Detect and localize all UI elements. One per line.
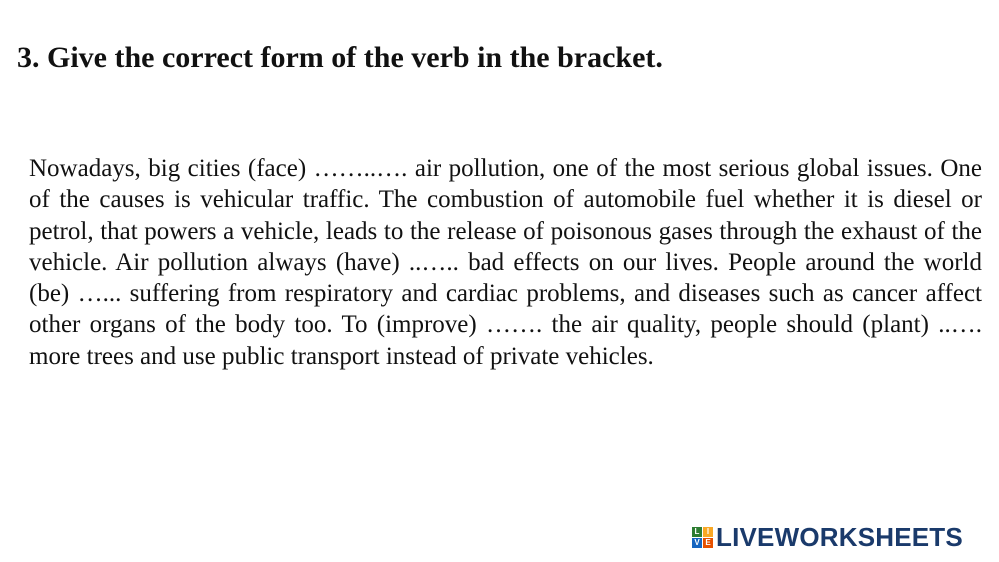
brand-name: LIVEWORKSHEETS (716, 521, 963, 552)
brand-logo[interactable] (692, 522, 963, 552)
logo-letter-e: E (703, 538, 713, 548)
logo-letter-i: I (703, 527, 713, 537)
logo-letter-v: V (692, 538, 702, 548)
logo-letter-l: L (692, 527, 702, 537)
exercise-heading: 3. Give the correct form of the verb in the bracket. (17, 41, 663, 74)
exercise-passage: Nowadays, big cities (face) ……..…. air pollution, one of the most serious global issues. One of the causes is vehicular traffic. The combustion of automobile fuel whether it is diesel or petrol, that powers a vehicle, leads to the release of poisonous gases through the exhaust of the vehicle. Air pollution always (have) ..….. bad effects on our lives. People around the world (be) …... suffering from respiratory and cardiac problems, and diseases such as cancer affect other organs of the body too. To (improve) ……. the air quality, people should (plant) ..…. more trees and use public transport instead of private vehicles. (29, 155, 982, 370)
liveworksheets-logo-icon (692, 527, 713, 548)
